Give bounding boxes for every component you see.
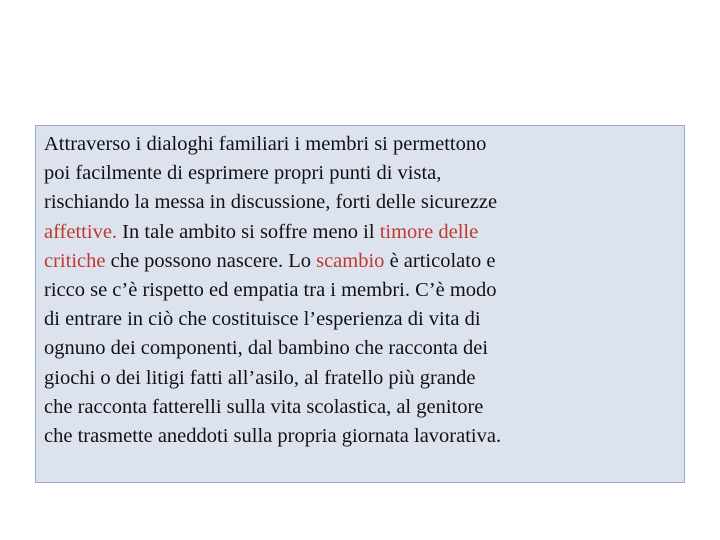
text-line [44,364,678,393]
highlighted-text: critiche [44,249,106,272]
text-line [44,422,678,451]
text-segment: ricco se c’è rispetto ed empatia tra i membri. C’è modo [44,279,497,302]
text-segment: ognuno dei componenti, dal bambino che racconta dei [44,337,489,360]
text-segment: di entrare in ciò che costituisce l’esperienza di vita di [44,308,481,331]
text-line [44,276,678,305]
text-segment: che racconta fatterelli sulla vita scolastica, al genitore [44,395,484,418]
text-segment: che trasmette aneddoti sulla propria giornata lavorativa. [44,425,502,448]
highlighted-text: timore delle [379,220,479,243]
highlighted-text: scambio [316,249,385,272]
text-line [44,218,678,247]
text-segment: è articolato e [384,249,496,272]
text-line [44,188,678,217]
text-segment: In tale ambito si soffre meno il [117,220,380,243]
text-line [44,247,678,276]
text-box [35,125,685,483]
text-line [44,393,678,422]
text-line [44,305,678,334]
text-segment: rischiando la messa in discussione, forti delle sicurezze [44,191,498,214]
text-segment: Attraverso i dialoghi familiari i membri si permettono [44,133,487,155]
paragraph [44,130,678,451]
text-segment: che possono nascere. Lo [105,249,317,272]
text-line [44,159,678,188]
text-segment: giochi o dei litigi fatti all’asilo, al fratello più grande [44,366,476,389]
text-line [44,334,678,363]
text-segment: poi facilmente di esprimere propri punti di vista, [44,162,442,185]
text-line [44,130,678,159]
highlighted-text: affettive. [44,220,118,243]
